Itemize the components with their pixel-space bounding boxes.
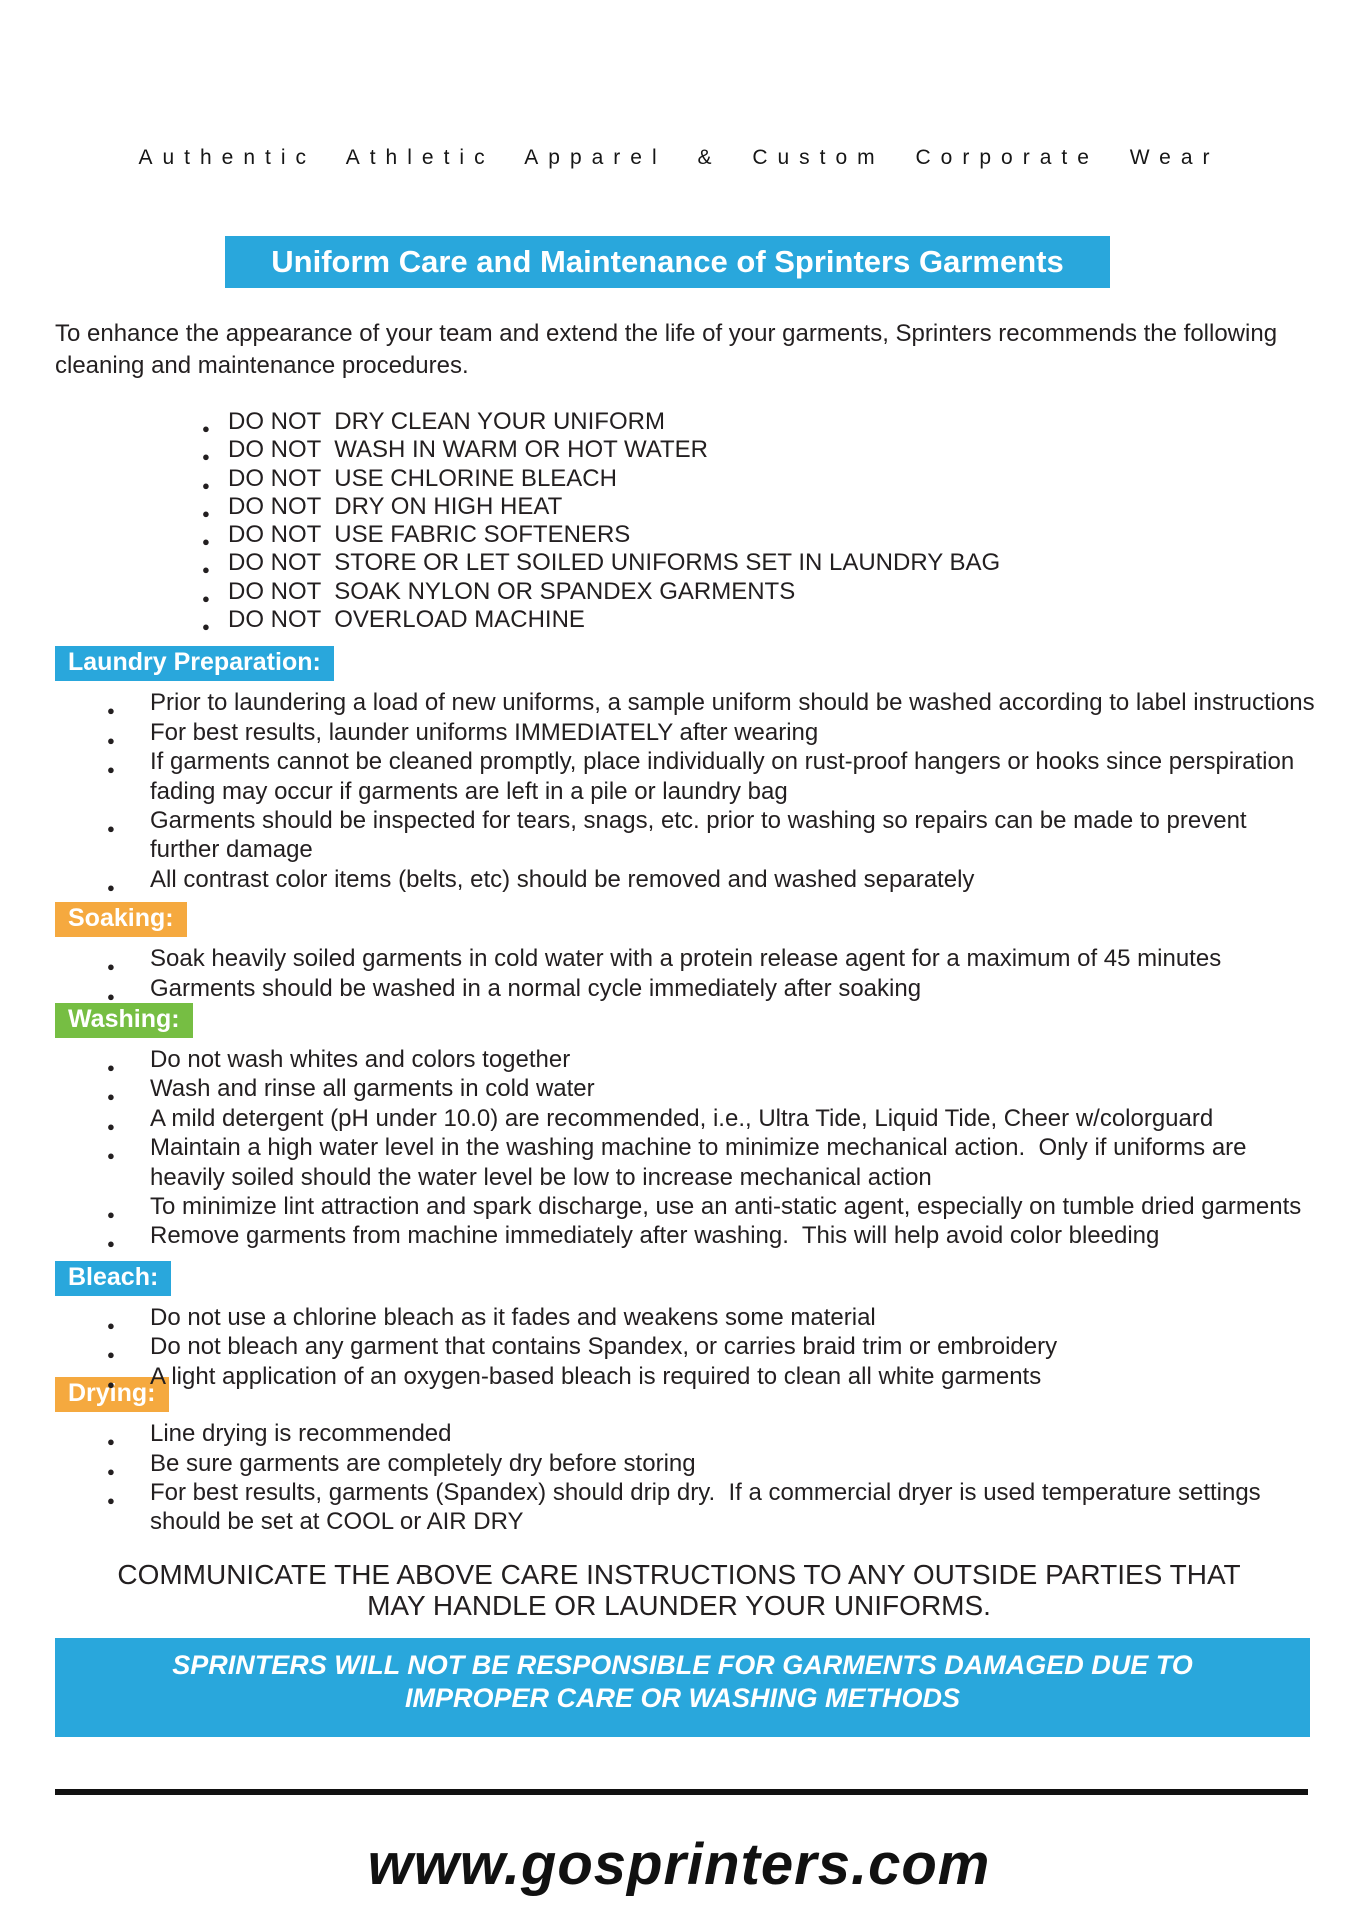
section-bullet-text: Prior to laundering a load of new uniforms, a sample uniform should be washed according to label instructions xyxy=(150,689,1315,717)
section-bullet-item xyxy=(150,1419,1318,1448)
section-bullet-item xyxy=(150,1104,1318,1133)
section-bullet-item xyxy=(150,1362,1318,1391)
care-section xyxy=(0,646,1358,894)
care-sections xyxy=(0,646,1358,1536)
do-not-item xyxy=(228,408,1358,436)
section-heading: Washing: xyxy=(55,1003,193,1038)
section-bullet-item xyxy=(150,718,1318,747)
intro-paragraph: To enhance the appearance of your team and extend the life of your garments, Sprinters recommends the following cleaning and maintenance procedures. xyxy=(55,320,1278,379)
communicate-line-2: MAY HANDLE OR LAUNDER YOUR UNIFORMS. xyxy=(367,1589,991,1621)
care-section xyxy=(0,902,1358,1003)
section-bullet-item xyxy=(150,865,1318,894)
section-bullet-text: Remove garments from machine immediately after washing. This will help avoid color bleeding xyxy=(150,1222,1160,1250)
section-bullet-text: Do not wash whites and colors together xyxy=(150,1046,571,1074)
section-bullet-list xyxy=(150,1419,1318,1537)
do-not-item xyxy=(228,493,1358,521)
section-bullet-item xyxy=(150,1192,1318,1221)
section-bullet-text: For best results, launder uniforms IMMEDIATELY after wearing xyxy=(150,718,819,746)
care-section xyxy=(0,1003,1358,1251)
section-bullet-item xyxy=(150,1449,1318,1478)
section-bullet-item xyxy=(150,974,1318,1003)
do-not-item-text: DO NOT DRY CLEAN YOUR UNIFORM xyxy=(228,408,665,435)
do-not-list xyxy=(228,408,1358,634)
section-bullet-item xyxy=(150,747,1318,806)
communicate-note xyxy=(0,1559,1358,1621)
do-not-item-text: DO NOT WASH IN WARM OR HOT WATER xyxy=(228,436,708,464)
disclaimer-banner xyxy=(55,1638,1310,1737)
section-heading: Drying: xyxy=(55,1377,169,1412)
do-not-item-text: DO NOT USE CHLORINE BLEACH xyxy=(228,464,617,492)
disclaimer-line-2: IMPROPER CARE OR WASHING METHODS xyxy=(404,1682,961,1713)
section-bullet-text: Maintain a high water level in the washing machine to minimize mechanical action. Only if uniforms are heavily soiled should the water level be low to increase mechanical action xyxy=(150,1134,1254,1191)
do-not-item xyxy=(228,606,1358,634)
disclaimer-line-1: SPRINTERS WILL NOT BE RESPONSIBLE FOR GARMENTS DAMAGED DUE TO xyxy=(172,1649,1193,1680)
care-section xyxy=(0,1377,1358,1537)
divider-rule xyxy=(55,1789,1308,1795)
care-section xyxy=(0,1261,1358,1391)
do-not-item-text: DO NOT DRY ON HIGH HEAT xyxy=(228,492,563,520)
section-bullet-list xyxy=(150,1303,1318,1391)
do-not-item-text: DO NOT STORE OR LET SOILED UNIFORMS SET IN LAUNDRY BAG xyxy=(228,549,1001,577)
section-bullet-text: A light application of an oxygen-based bleach is required to clean all white garments xyxy=(150,1362,1042,1390)
section-bullet-item xyxy=(150,1478,1318,1537)
do-not-item-text: DO NOT OVERLOAD MACHINE xyxy=(228,606,585,634)
do-not-item-text: DO NOT SOAK NYLON OR SPANDEX GARMENTS xyxy=(228,577,796,605)
section-bullet-text: Soak heavily soiled garments in cold water with a protein release agent for a maximum of 45 minutes xyxy=(150,945,1222,973)
section-bullet-item xyxy=(150,806,1318,865)
do-not-item xyxy=(228,465,1358,493)
section-bullet-text: A mild detergent (pH under 10.0) are recommended, i.e., Ultra Tide, Liquid Tide, Cheer w/colorguard xyxy=(150,1104,1214,1132)
section-heading: Bleach: xyxy=(55,1261,171,1296)
do-not-item xyxy=(228,436,1358,464)
section-bullet-text: Garments should be inspected for tears, snags, etc. prior to washing so repairs can be made to prevent further damage xyxy=(150,807,1254,864)
section-bullet-item xyxy=(150,1045,1318,1074)
company-tagline: Authentic Athletic Apparel & Custom Corporate Wear xyxy=(138,146,1220,169)
section-bullet-text: Do not bleach any garment that contains Spandex, or carries braid trim or embroidery xyxy=(150,1333,1058,1361)
section-bullet-item xyxy=(150,944,1318,973)
do-not-item xyxy=(228,521,1358,549)
section-bullet-list xyxy=(150,1045,1318,1251)
section-bullet-text: Be sure garments are completely dry before storing xyxy=(150,1449,696,1477)
section-bullet-item xyxy=(150,688,1318,717)
do-not-item xyxy=(228,549,1358,577)
section-bullet-list xyxy=(150,688,1318,894)
communicate-line-1: COMMUNICATE THE ABOVE CARE INSTRUCTIONS TO ANY OUTSIDE PARTIES THAT xyxy=(117,1558,1241,1590)
section-bullet-item xyxy=(150,1133,1318,1192)
section-bullet-text: Line drying is recommended xyxy=(150,1420,452,1448)
page-title-banner: Uniform Care and Maintenance of Sprinters Garments xyxy=(225,236,1110,288)
section-bullet-text: All contrast color items (belts, etc) should be removed and washed separately xyxy=(150,865,975,893)
section-bullet-text: To minimize lint attraction and spark discharge, use an anti-static agent, especially on tumble dried garments xyxy=(150,1193,1302,1221)
do-not-item xyxy=(228,578,1358,606)
section-heading: Soaking: xyxy=(55,902,187,937)
section-bullet-item xyxy=(150,1303,1318,1332)
section-bullet-item xyxy=(150,1074,1318,1103)
section-bullet-text: For best results, garments (Spandex) should drip dry. If a commercial dryer is used temperature settings should be set at COOL or AIR DRY xyxy=(150,1478,1268,1536)
do-not-item-text: DO NOT USE FABRIC SOFTENERS xyxy=(228,521,631,549)
section-bullet-text: Garments should be washed in a normal cycle immediately after soaking xyxy=(150,974,922,1002)
section-bullet-list xyxy=(150,944,1318,1003)
section-bullet-item xyxy=(150,1221,1318,1250)
section-bullet-text: If garments cannot be cleaned promptly, place individually on rust-proof hangers or hooks since perspiration fading may occur if garments are left in a pile or laundry bag xyxy=(150,748,1301,805)
section-bullet-item xyxy=(150,1332,1318,1361)
section-heading: Laundry Preparation: xyxy=(55,646,334,681)
section-bullet-text: Do not use a chlorine bleach as it fades and weakens some material xyxy=(150,1303,876,1331)
section-bullet-text: Wash and rinse all garments in cold water xyxy=(150,1075,595,1103)
website-url: www.gosprinters.com xyxy=(367,1831,991,1897)
